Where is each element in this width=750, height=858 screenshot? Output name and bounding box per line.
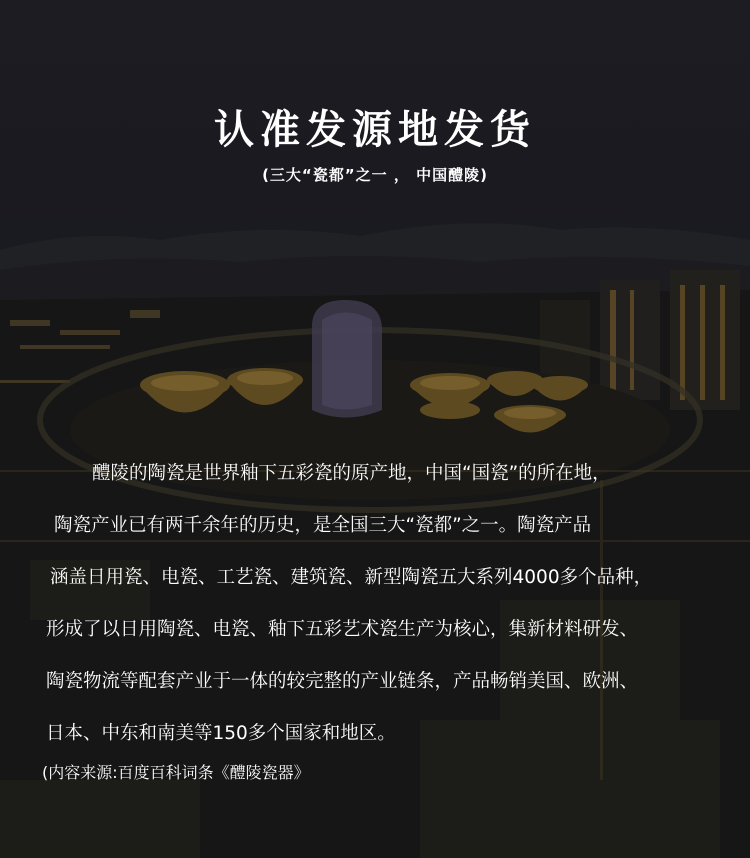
description-line: 涵盖日用瓷、电瓷、工艺瓷、建筑瓷、新型陶瓷五大系列4000多个品种， — [50, 567, 653, 588]
description-line: 陶瓷产业已有两千余年的历史，是全国三大“瓷都”之一。陶瓷产品 — [54, 515, 592, 536]
description-line: 形成了以日用陶瓷、电瓷、釉下五彩艺术瓷生产为核心，集新材料研发、 — [46, 619, 639, 640]
description-line: 醴陵的陶瓷是世界釉下五彩瓷的原产地，中国“国瓷”的所在地， — [92, 463, 611, 484]
description-line: 日本、中东和南美等150多个国家和地区。 — [46, 723, 396, 744]
page-subtitle: (三大“瓷都”之一 ， 中国醴陵) — [262, 166, 488, 184]
description-paragraph — [46, 448, 736, 760]
source-citation: (内容来源:百度百科词条《醴陵瓷器》 — [42, 763, 310, 782]
description-line: 陶瓷物流等配套产业于一体的较完整的产业链条，产品畅销美国、欧洲、 — [46, 671, 639, 692]
page-title: 认准发源地发货 — [214, 107, 536, 153]
